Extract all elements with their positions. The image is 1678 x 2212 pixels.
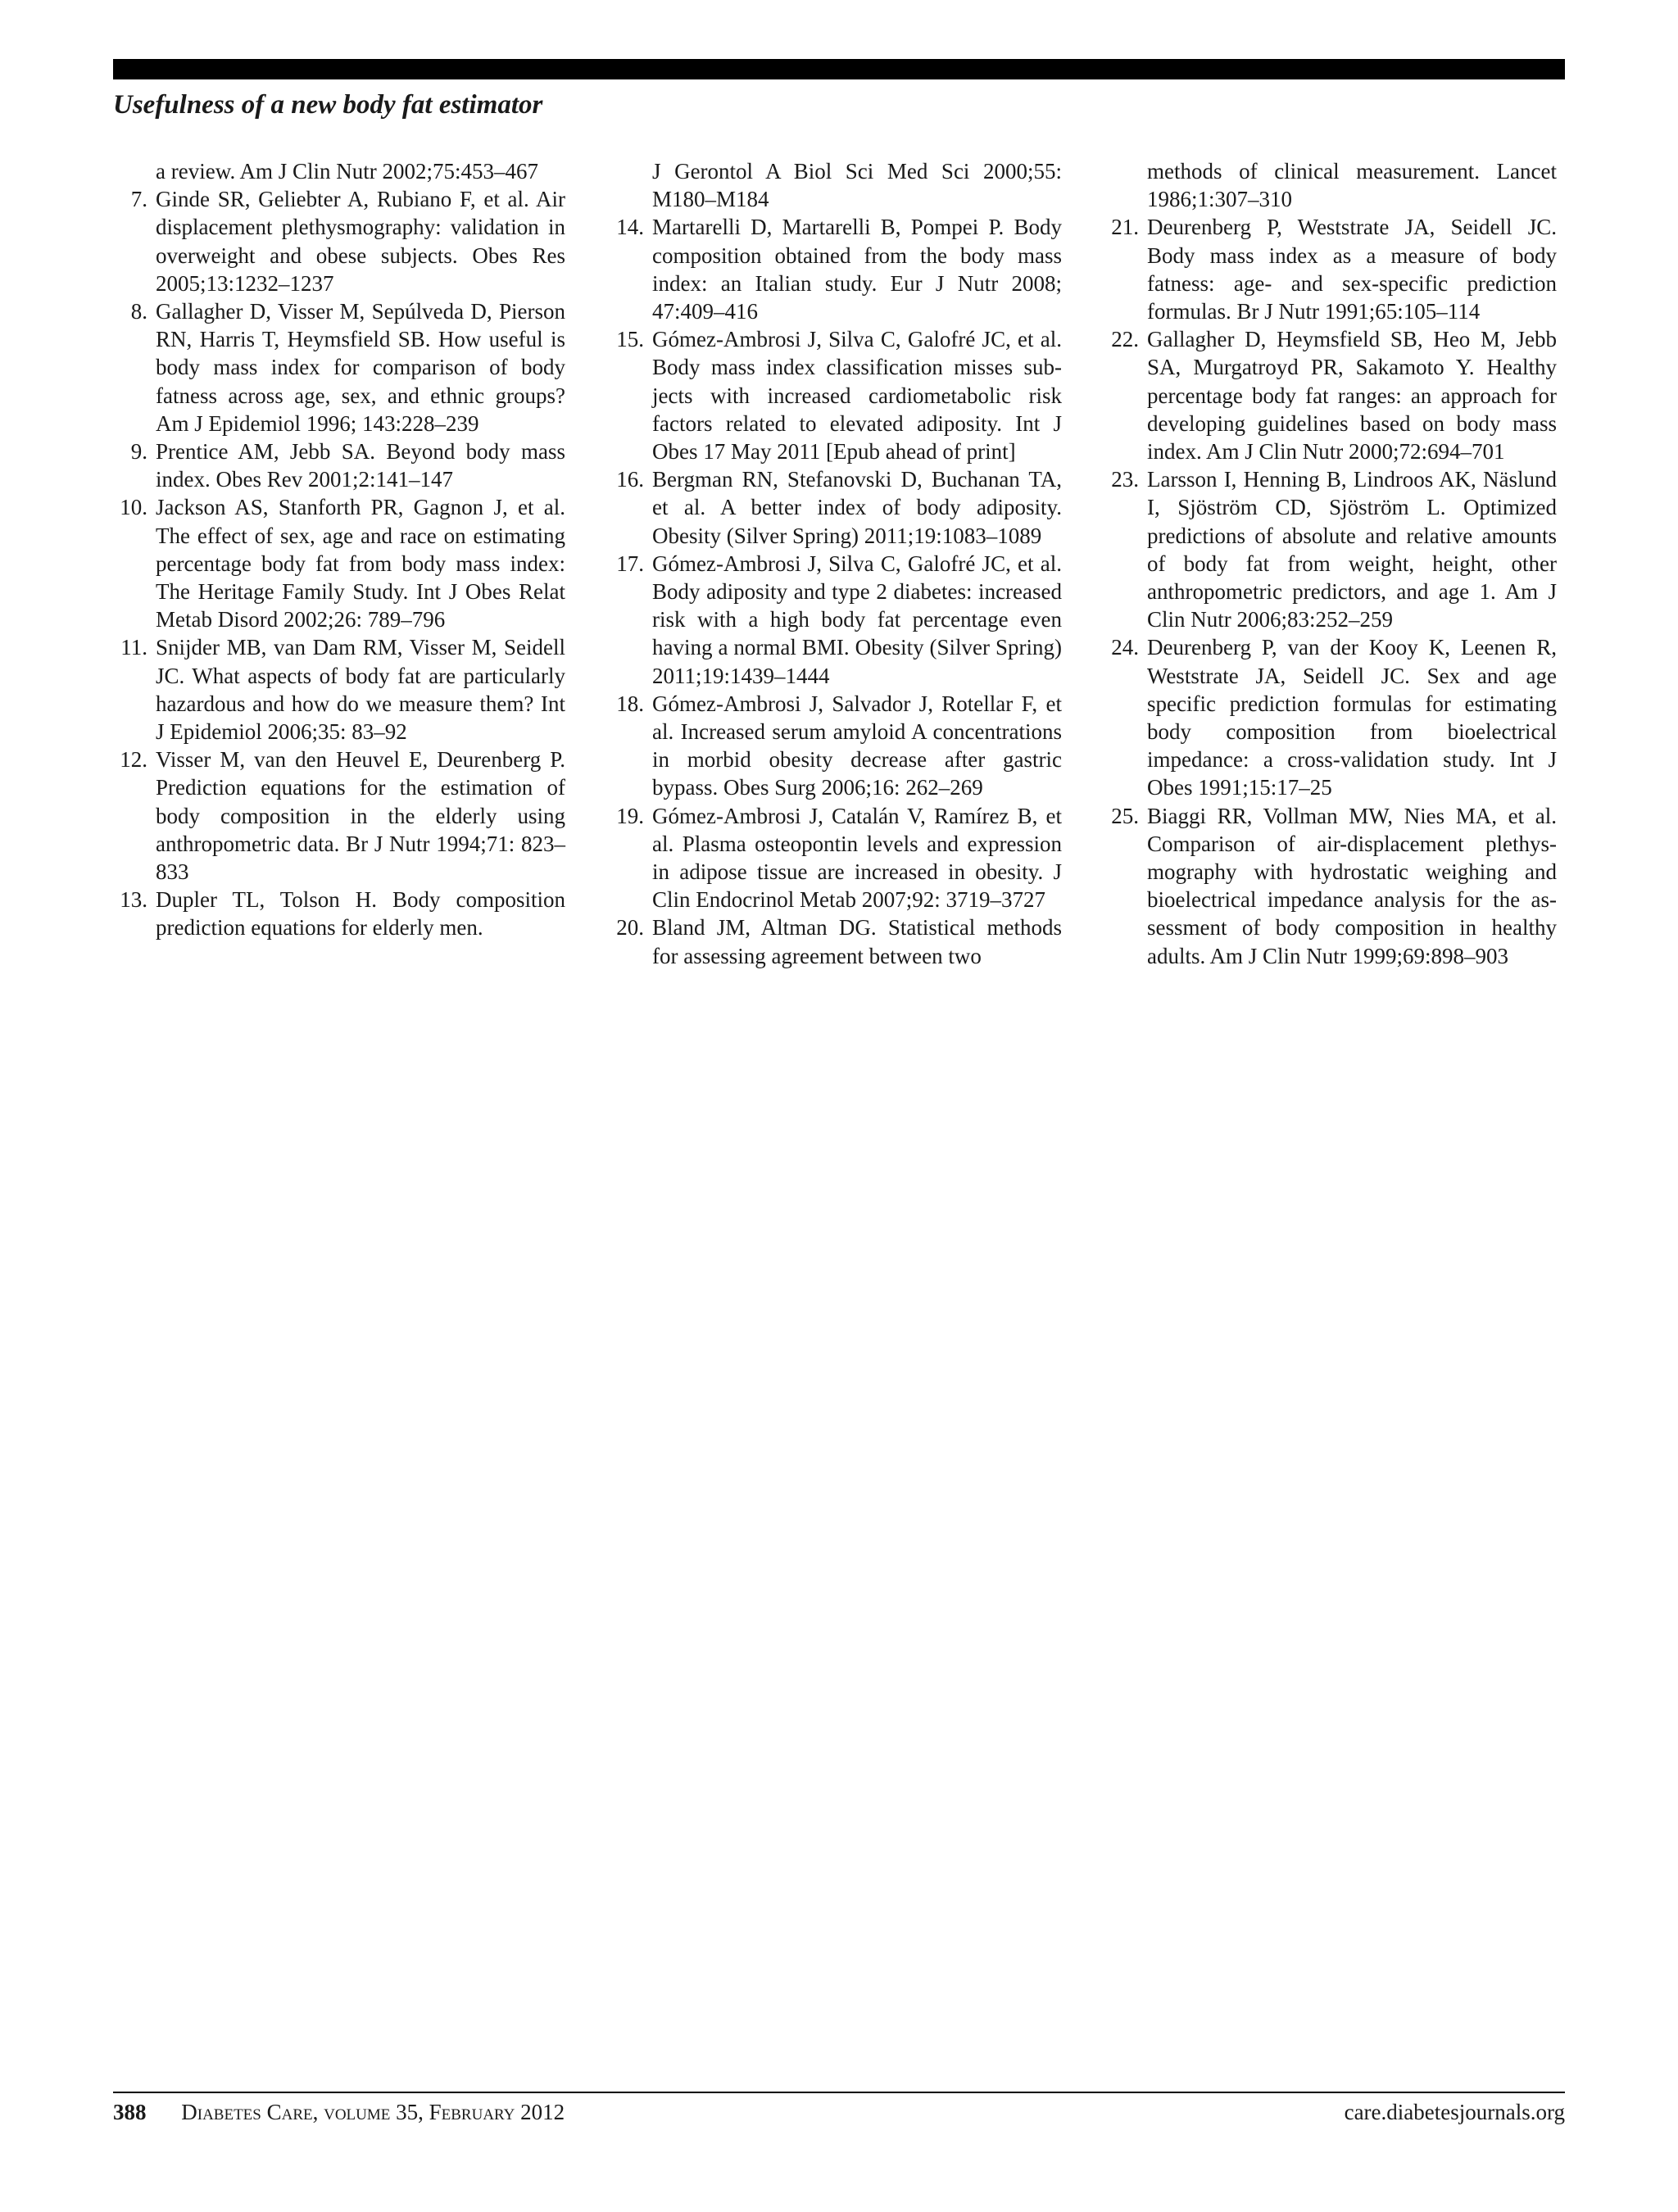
journal-citation: Diabetes Care, volume 35, February 2012: [181, 2100, 565, 2124]
reference-text: Martarelli D, Martarelli B, Pompei P. Body composition obtained from the body mass index: an Italian study. Eur J Nutr 2008; 47:409–416: [652, 215, 1062, 324]
journal-website: care.diabetesjournals.org: [1344, 2100, 1565, 2124]
reference-number: 16.: [616, 467, 644, 492]
reference-text: Gómez-Ambrosi J, Catalán V, Ramírez B, et al. Plasma osteopontin levels and expression in adipose tissue are increased in obesity. J Clin Endocrinol Metab 2007;92: 3719–3727: [652, 803, 1062, 913]
reference-item: [603, 913, 1062, 969]
reference-text: a review. Am J Clin Nutr 2002;75:453–467: [156, 159, 538, 184]
reference-number: 7.: [130, 187, 147, 212]
reference-text: Gallagher D, Heymsfield SB, Heo M, Jebb SA, Murgatroyd PR, Sakamoto Y. Healthy percentage body fat ranges: an approach for developing guidelines based on body mass index. Am J Clin Nutr 2000;72:694–701: [1147, 327, 1557, 465]
footer-left: [113, 2100, 565, 2125]
reference-item: [1098, 157, 1557, 213]
page-number: 388: [113, 2100, 147, 2124]
reference-item: [107, 185, 565, 297]
reference-number: 10.: [120, 495, 147, 520]
reference-text: Snijder MB, van Dam RM, Visser M, Seidell JC. What aspects of body fat are particularly hazardous and how do we measure them? Int J Epidemiol 2006;35: 83–92: [156, 635, 565, 745]
reference-item: [107, 437, 565, 493]
reference-number: 13.: [120, 887, 147, 913]
reference-text: Biaggi RR, Vollman MW, Nies MA, et al. Comparison of air-displacement plethysmography with hydrostatic weighing and bioelectrical impedance analysis for the assessment of body composition in healthy adults. Am J Clin Nutr 1999;69:898–903: [1147, 803, 1557, 968]
reference-number: 11.: [120, 635, 147, 660]
reference-item: [1098, 213, 1557, 325]
reference-item: [603, 213, 1062, 325]
reference-text: Jackson AS, Stanforth PR, Gagnon J, et al. The effect of sex, age and race on estimating percentage body fat from body mass index: The Heritage Family Study. Int J Obes Relat Metab Disord 2002;26: 789–796: [156, 495, 565, 632]
reference-item: [1098, 325, 1557, 465]
reference-item: [107, 157, 565, 185]
reference-item: [603, 802, 1062, 914]
reference-item: [603, 157, 1062, 213]
reference-number: 19.: [616, 803, 644, 828]
reference-item: [107, 633, 565, 746]
reference-number: 24.: [1111, 635, 1139, 660]
reference-item: [1098, 465, 1557, 633]
reference-number: 22.: [1111, 327, 1139, 352]
reference-number: 8.: [130, 299, 147, 324]
reference-text: Gómez-Ambrosi J, Silva C, Galofré JC, et al. Body adiposity and type 2 diabetes: increased risk with a high body fat percentage even having a normal BMI. Obesity (Silver Spring) 2011;19:1439–1444: [652, 551, 1062, 688]
footer-rule: [113, 2092, 1565, 2093]
reference-item: [603, 325, 1062, 465]
reference-item: [107, 297, 565, 437]
reference-number: 25.: [1111, 803, 1139, 828]
reference-number: 14.: [616, 215, 644, 240]
reference-text: Bland JM, Altman DG. Statistical methods for assessing agreement between two: [652, 915, 1062, 968]
reference-number: 20.: [616, 915, 644, 941]
reference-item: [603, 690, 1062, 802]
reference-text: Larsson I, Henning B, Lindroos AK, Näslund I, Sjöström CD, Sjöström L. Optimized predictions of absolute and relative amounts of body fat from weight, height, other anthropometric predictors, and age 1. Am J Clin Nutr 2006;83:252–259: [1147, 467, 1557, 632]
reference-column-1: [107, 157, 565, 942]
reference-number: 9.: [130, 439, 147, 465]
reference-text: Gómez-Ambrosi J, Silva C, Galofré JC, et al. Body mass index classification misses subjects with increased cardiometabolic risk factors related to elevated adiposity. Int J Obes 17 May 2011 [Epub ahead of print]: [652, 327, 1062, 465]
reference-item: [603, 550, 1062, 690]
header-bar: [113, 59, 1565, 79]
reference-text: Visser M, van den Heuvel E, Deurenberg P. Prediction equations for the estimation of body composition in the elderly using anthropometric data. Br J Nutr 1994;71: 823–833: [156, 747, 565, 885]
reference-column-2: [603, 157, 1062, 970]
reference-text: methods of clinical measurement. Lancet 1986;1:307–310: [1147, 159, 1557, 212]
reference-text: Gallagher D, Visser M, Sepúlveda D, Pierson RN, Harris T, Heymsfield SB. How useful is body mass index for comparison of body fatness across age, sex, and ethnic groups? Am J Epidemiol 1996; 143:228–239: [156, 299, 565, 436]
running-title: Usefulness of a new body fat estimator: [113, 90, 543, 120]
reference-column-3: [1098, 157, 1557, 970]
reference-text: Bergman RN, Stefanovski D, Buchanan TA, et al. A better index of body adiposity. Obesity (Silver Spring) 2011;19:1083–1089: [652, 467, 1062, 548]
reference-text: Gómez-Ambrosi J, Salvador J, Rotellar F, et al. Increased serum amyloid A concentrations in morbid obesity decrease after gastric bypass. Obes Surg 2006;16: 262–269: [652, 691, 1062, 800]
reference-text: J Gerontol A Biol Sci Med Sci 2000;55: M180–M184: [652, 159, 1062, 212]
reference-number: 23.: [1111, 467, 1139, 492]
reference-number: 21.: [1111, 215, 1139, 240]
reference-number: 12.: [120, 747, 147, 773]
reference-item: [107, 493, 565, 633]
reference-text: Ginde SR, Geliebter A, Rubiano F, et al. Air displacement plethysmography: validation in overweight and obese subjects. Obes Res 2005;13:1232–1237: [156, 187, 565, 296]
reference-number: 18.: [616, 691, 644, 716]
reference-text: Deurenberg P, Weststrate JA, Seidell JC. Body mass index as a measure of body fatness: age- and sex-specific prediction formulas. Br J Nutr 1991;65:105–114: [1147, 215, 1557, 324]
reference-text: Deurenberg P, van der Kooy K, Leenen R, Weststrate JA, Seidell JC. Sex and age specific prediction formulas for estimating body composition from bioelectrical impedance: a cross-validation study. Int J Obes 1991;15:17–25: [1147, 635, 1557, 800]
reference-item: [1098, 633, 1557, 801]
reference-item: [1098, 802, 1557, 970]
reference-item: [603, 465, 1062, 550]
reference-number: 17.: [616, 551, 644, 576]
reference-text: Dupler TL, Tolson H. Body composition prediction equations for elderly men.: [156, 887, 565, 941]
reference-item: [107, 886, 565, 941]
reference-text: Prentice AM, Jebb SA. Beyond body mass index. Obes Rev 2001;2:141–147: [156, 439, 565, 492]
reference-item: [107, 746, 565, 886]
reference-number: 15.: [616, 327, 644, 352]
